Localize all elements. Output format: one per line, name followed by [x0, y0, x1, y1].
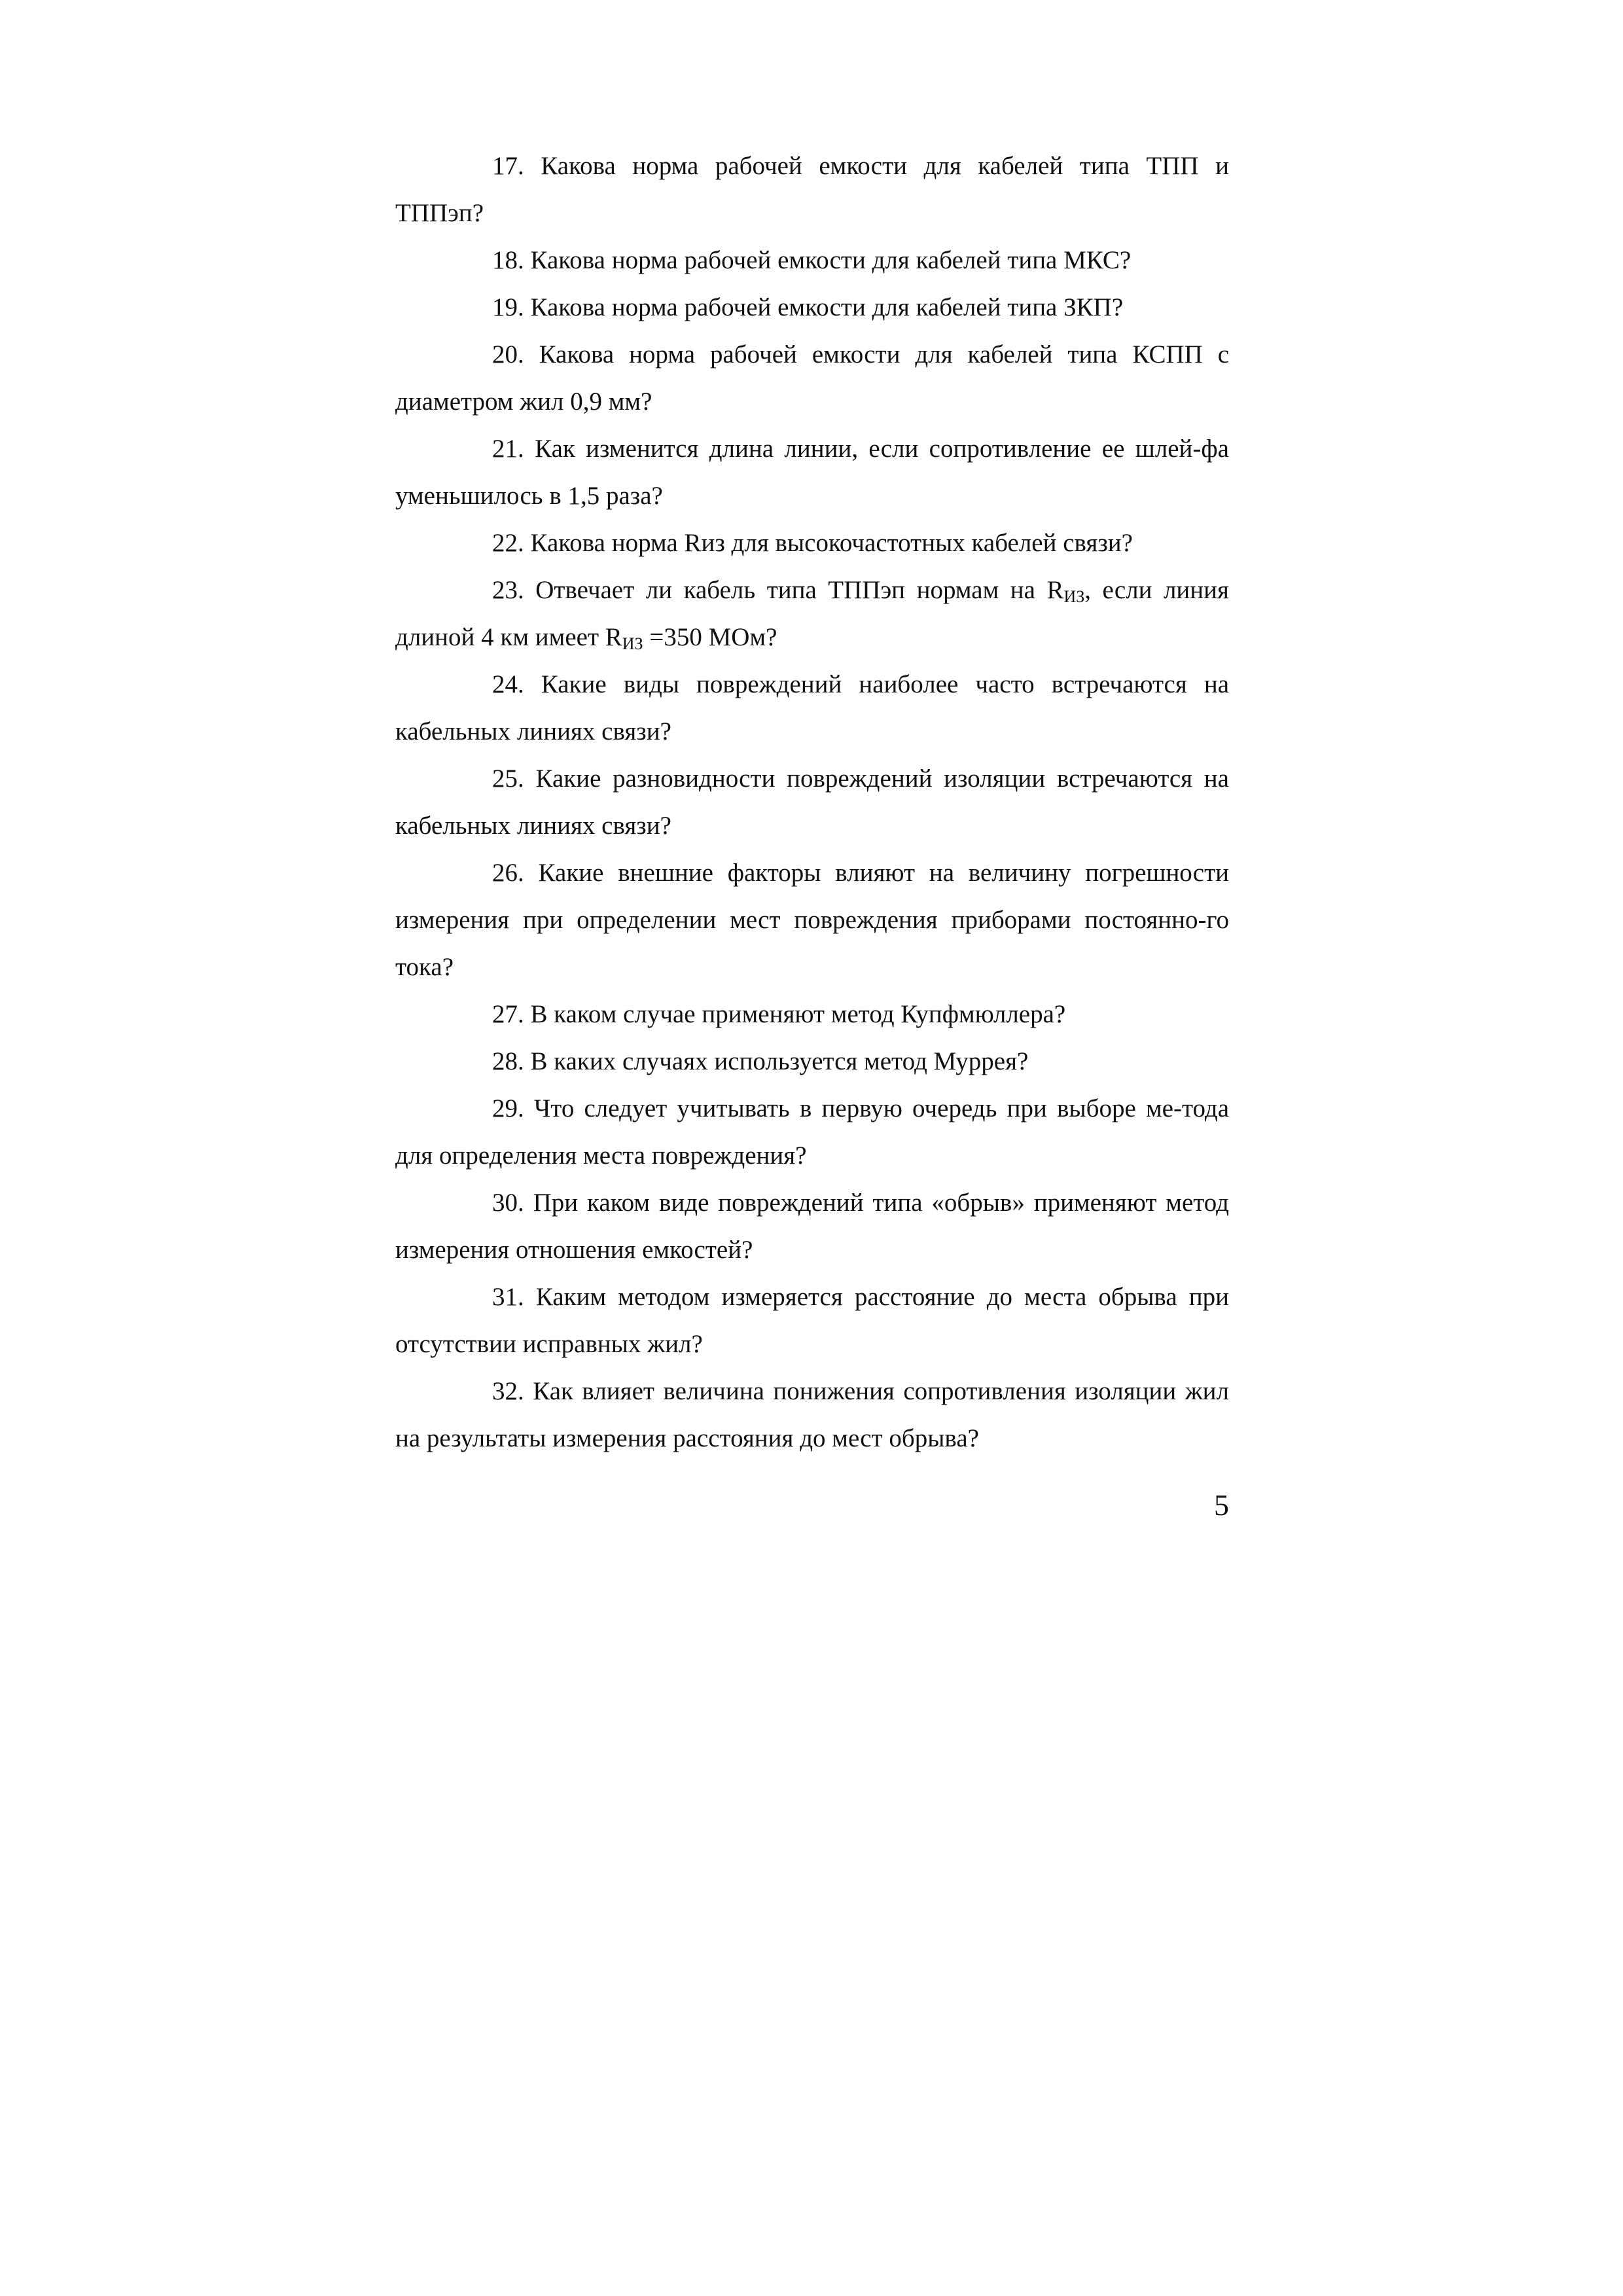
- subscript: ИЗ: [1063, 587, 1085, 606]
- question-25: [395, 755, 1229, 850]
- question-list: [395, 143, 1229, 1462]
- question-text: Какие разновидности повреждений изоляции встречаются на кабельных линиях связи?: [395, 764, 1229, 840]
- question-31: [395, 1274, 1229, 1368]
- question-number: 18.: [492, 246, 524, 274]
- question-text: Какие внешние факторы влияют на величину погрешности измерения при определении мест повреждения приборами постоянно-го тока?: [395, 859, 1230, 981]
- page-number: 5: [1214, 1488, 1229, 1522]
- question-text-part: , если линия длиной 4 км имеет R: [395, 576, 1229, 651]
- question-19: [395, 284, 1229, 331]
- question-number: 31.: [492, 1283, 524, 1311]
- question-number: 32.: [492, 1377, 524, 1405]
- question-text-part: Отвечает ли кабель типа ТППэп нормам на R: [535, 576, 1064, 604]
- question-text: Какова норма рабочей емкости для кабелей типа ТПП и ТППэп?: [395, 152, 1229, 227]
- question-number: 24.: [492, 670, 524, 698]
- question-text: Какова норма рабочей емкости для кабелей типа ЗКП?: [530, 293, 1124, 321]
- question-17: [395, 143, 1229, 237]
- question-26: [395, 850, 1229, 991]
- question-text-part: =350 МОм?: [643, 623, 777, 651]
- question-text: В каких случаях используется метод Муррея?: [530, 1047, 1029, 1075]
- question-23: [395, 567, 1229, 661]
- question-text: Какие виды повреждений наиболее часто встречаются на кабельных линиях связи?: [395, 670, 1229, 745]
- question-text: Как влияет величина понижения сопротивления изоляции жил на результаты измерения расстояния до мест обрыва?: [395, 1377, 1229, 1452]
- question-30: [395, 1179, 1229, 1274]
- question-number: 17.: [492, 152, 524, 180]
- question-32: [395, 1368, 1229, 1462]
- question-number: 19.: [492, 293, 524, 321]
- question-20: [395, 331, 1229, 425]
- question-text: При каком виде повреждений типа «обрыв» применяют метод измерения отношения емкостей?: [395, 1189, 1230, 1264]
- question-text: Какова норма Rиз для высокочастотных кабелей связи?: [530, 529, 1133, 557]
- question-24: [395, 661, 1229, 755]
- question-number: 25.: [492, 764, 524, 793]
- question-number: 30.: [492, 1189, 524, 1217]
- question-text: В каком случае применяют метод Купфмюллера?: [530, 1000, 1066, 1028]
- question-text: Какова норма рабочей емкости для кабелей типа МКС?: [530, 246, 1132, 274]
- question-number: 26.: [492, 859, 524, 887]
- question-text: Как изменится длина линии, если сопротивление ее шлей-фа уменьшилось в 1,5 раза?: [395, 435, 1229, 510]
- question-18: [395, 237, 1229, 284]
- question-number: 29.: [492, 1094, 524, 1122]
- question-29: [395, 1085, 1229, 1179]
- question-text: Какова норма рабочей емкости для кабелей типа КСПП с диаметром жил 0,9 мм?: [395, 340, 1229, 416]
- question-text: Что следует учитывать в первую очередь при выборе ме-тода для определения места повреждения?: [395, 1094, 1229, 1170]
- question-number: 23.: [492, 576, 524, 604]
- question-number: 20.: [492, 340, 524, 368]
- question-number: 27.: [492, 1000, 524, 1028]
- subscript: ИЗ: [622, 634, 643, 653]
- question-28: [395, 1038, 1229, 1085]
- question-number: 28.: [492, 1047, 524, 1075]
- question-27: [395, 991, 1229, 1038]
- question-21: [395, 425, 1229, 520]
- question-22: [395, 520, 1229, 567]
- question-number: 22.: [492, 529, 524, 557]
- question-number: 21.: [492, 435, 524, 463]
- question-text: Каким методом измеряется расстояние до места обрыва при отсутствии исправных жил?: [395, 1283, 1229, 1358]
